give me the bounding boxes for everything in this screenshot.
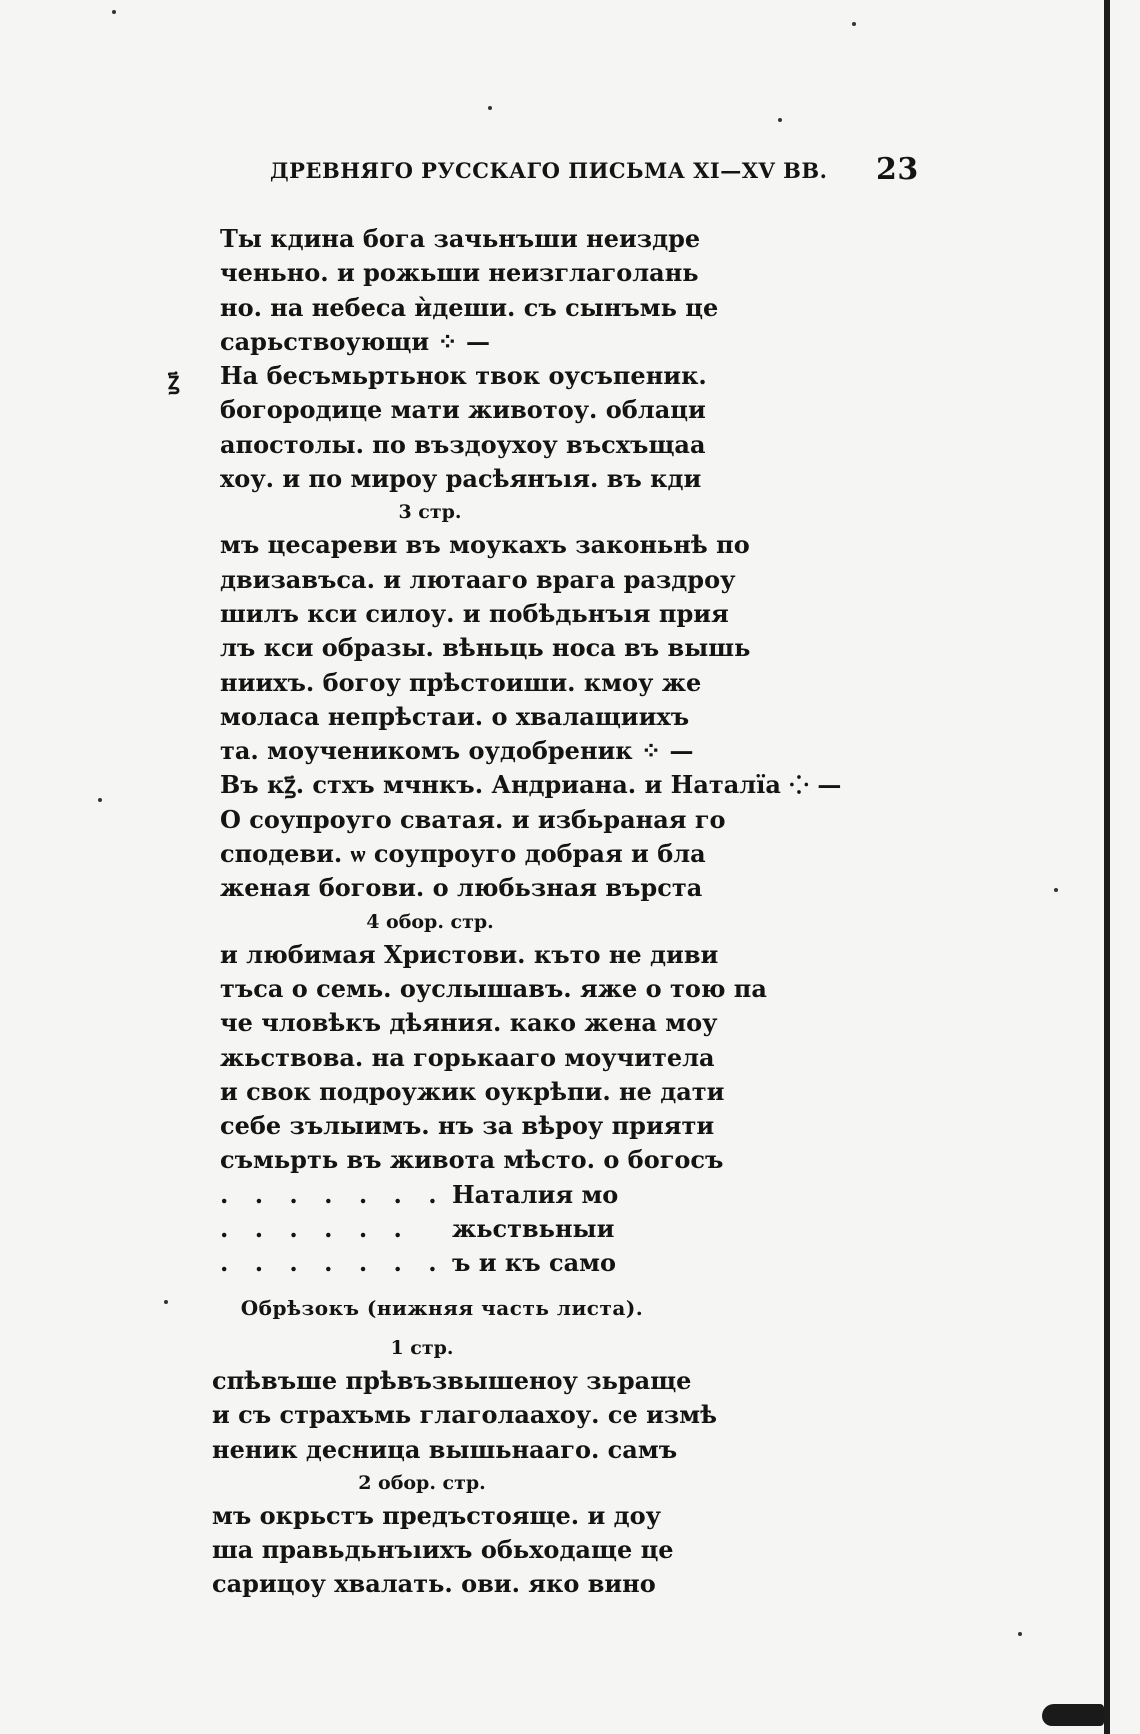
- lacuna-dots: . . . . . . .: [220, 1179, 446, 1209]
- page-number: 23: [876, 152, 919, 187]
- speck: [98, 798, 102, 802]
- text-line: мъ окрьстъ предъстояще. и доу: [212, 1500, 661, 1530]
- text-line: съмьрть въ живота мѣсто. о богосъ: [220, 1145, 724, 1175]
- text-line: ниихъ. богоу прѣстоиши. кмоу же: [220, 667, 702, 697]
- text-line: ша правьдьнъıихъ обьходаще це: [212, 1535, 674, 1565]
- text-line: жьствова. на горькааго моучитела: [220, 1042, 715, 1072]
- running-header: ДРЕВНЯГО РУССКАГО ПИСЬМА XI—XV ВВ.: [270, 158, 828, 183]
- text-line: неник десница вышьнааго. самъ: [212, 1434, 678, 1464]
- speck: [1054, 888, 1058, 892]
- text-line: шилъ кси силоу. и побѣдьнъıя прия: [220, 598, 729, 628]
- text-block-main: [220, 222, 841, 1281]
- text-line: Ты кдина бога зачьнъши неиздре: [220, 224, 701, 253]
- text-line: мъ цесареви въ моукахъ законьнѣ по: [220, 530, 750, 560]
- text-line: ченьно. и рожьши неизглаголань: [220, 258, 699, 288]
- text-line: сарицоу хвалать. ови. яко вино: [212, 1569, 656, 1599]
- text-line: богородице мати животоу. облаци: [220, 395, 706, 425]
- lacuna-dots: . . . . . .: [220, 1214, 411, 1244]
- text-line: О соупроуго сватая. и избьраная го: [220, 804, 726, 834]
- line-text: Наталия мо: [452, 1179, 619, 1209]
- page-label: 4 обор. стр.: [366, 910, 494, 933]
- line-text: жьствьныи: [452, 1214, 615, 1244]
- speck: [112, 10, 116, 14]
- text-line: себе зълыимъ. нъ за вѣроу прияти: [220, 1111, 715, 1141]
- text-line: и любимая Христови. къто не диви: [220, 939, 719, 969]
- speck: [778, 118, 782, 122]
- text-line: лъ кси образы. вѣньць носа въ вышь: [220, 633, 751, 663]
- ink-blot: [1042, 1704, 1104, 1726]
- margin-numeral: ꙁ҃: [168, 366, 180, 395]
- text-line: та. моученикомъ оудобреник ⁘ —: [220, 736, 694, 766]
- text-line: спѣвъше прѣвъзвышеноу зьраще: [212, 1366, 692, 1395]
- fragment-heading: Обрѣзокъ (нижняя часть листа).: [240, 1296, 644, 1320]
- text-line: Въ кꙁ҃. стхъ мчнкъ. Андриана. и Наталїа ⁘ —: [220, 770, 842, 800]
- page-edge-rule: [1104, 0, 1110, 1734]
- text-line: но. на небеса ѝдеши. съ сынъмь це: [220, 292, 719, 322]
- text-line: сподеви. ѡ соупроуго добрая и бла: [220, 839, 706, 869]
- text-line: двизавъса. и лютааго врага раздроу: [220, 564, 736, 594]
- text-line: и свок подроужик оукрѣпи. не дати: [220, 1076, 725, 1106]
- lacuna-dots: . . . . . . .: [220, 1248, 446, 1278]
- page-label: 2 обор. стр.: [358, 1471, 486, 1494]
- speck: [488, 106, 492, 110]
- speck: [164, 1300, 168, 1304]
- fragment-lines: [212, 1332, 717, 1602]
- text-line: и съ страхъмь глаголаахоу. се измѣ: [212, 1400, 717, 1430]
- text-line: моласа непрѣстаи. о хвалащиихъ: [220, 701, 690, 731]
- page-label: 3 стр.: [398, 501, 462, 524]
- text-block-fragment: [212, 1276, 717, 1602]
- text-line: женая богови. о любьзная върста: [220, 873, 703, 903]
- text-line: хоу. и по мироу расѣянъıя. въ кди: [220, 464, 702, 494]
- text-line: сарьствоующи ⁘ —: [220, 326, 490, 356]
- text-line: [220, 1178, 841, 1212]
- speck: [852, 22, 856, 26]
- speck: [1018, 1632, 1022, 1636]
- text-line: тъса о семь. оуслышавъ. яже о тою па: [220, 973, 767, 1003]
- text-line: че чловѣкъ дѣяния. како жена моу: [220, 1008, 718, 1038]
- page-label: 1 стр.: [390, 1337, 454, 1359]
- text-line: [220, 1212, 841, 1246]
- line-text: ъ и къ само: [452, 1248, 617, 1278]
- text-line: На бесъмьртьнок твок оусъпеник.: [220, 361, 707, 391]
- text-line: апостолы. по въздоухоу въсхъщаа: [220, 429, 706, 459]
